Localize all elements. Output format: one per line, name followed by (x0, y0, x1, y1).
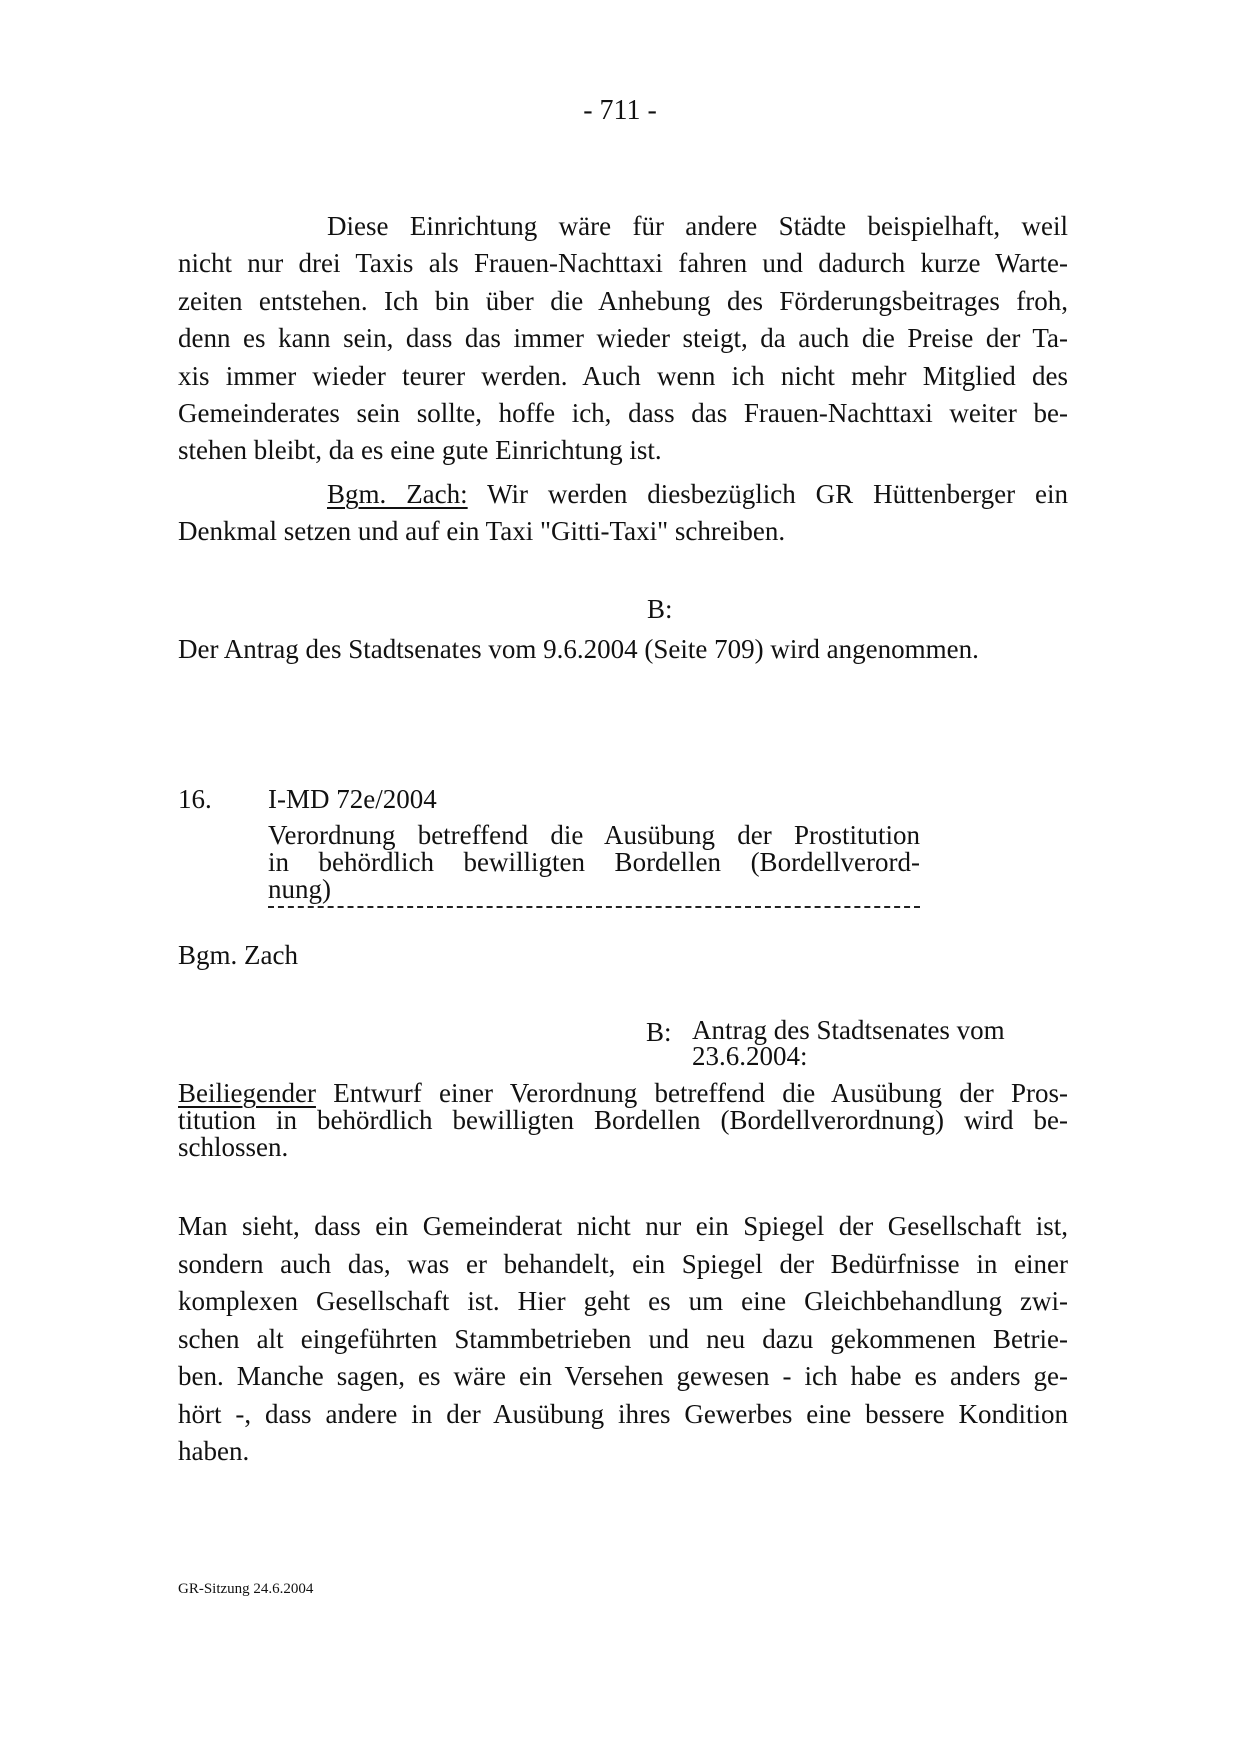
resolution-2-title (692, 1017, 1052, 1069)
text-line: xis immer wieder teurer werden. Auch wenn ich nicht mehr Mitglied des (178, 360, 1068, 391)
text-line: ben. Manche sagen, es wäre ein Versehen gewesen - ich habe es anders ge- (178, 1361, 1068, 1391)
resolution-2-text (178, 1080, 1068, 1161)
text-line: Diese Einrichtung wäre für andere Städte beispielhaft, weil (327, 211, 1068, 241)
text-line: denn es kann sein, dass das immer wieder steigt, da auch die Preise der Ta- (178, 323, 1068, 354)
paragraph-3 (178, 1208, 1068, 1471)
text-line (178, 1080, 1068, 1107)
text-line: komplexen Gesellschaft ist. Hier geht es um eine Gleichbehandlung zwi- (178, 1286, 1068, 1316)
text-line: Gemeinderates sein sollte, hoffe ich, dass das Frauen-Nachttaxi weiter be- (178, 397, 1068, 428)
resolution-2-label: B: (646, 1017, 672, 1047)
agenda-item-title (268, 822, 920, 903)
resolution-1-label: B: (647, 594, 673, 624)
text-line: Man sieht, dass ein Gemeinderat nicht nur ein Spiegel der Gesellschaft ist, (178, 1211, 1068, 1241)
title-line: Antrag des Stadtsenates vom (692, 1015, 1005, 1045)
agenda-item-number: 16. (178, 784, 212, 814)
title-line: in behördlich bewilligten Bordellen (Bordellverord- (268, 847, 920, 877)
paragraph-2 (178, 476, 1068, 550)
text-line: titution in behördlich bewilligten Bordellen (Bordellverordnung) wird be- (178, 1105, 1068, 1135)
title-line: nung) (268, 874, 331, 904)
page-number: - 711 - (583, 95, 657, 126)
text-line: nicht nur drei Taxis als Frauen-Nachttaxi fahren und dadurch kurze Warte- (178, 248, 1068, 279)
speaker-line-text: Wir werden diesbezüglich GR Hüttenberger ein (467, 479, 1068, 509)
agenda-item-reference: I-MD 72e/2004 (268, 784, 437, 814)
text-line: schen alt eingeführten Stammbetrieben und neu dazu gekommenen Betrie- (178, 1323, 1068, 1354)
title-line: Verordnung betreffend die Ausübung der Prostitution (268, 820, 920, 850)
paragraph-1 (178, 208, 1068, 470)
dashed-separator (268, 906, 920, 910)
text-line: stehen bleibt, da es eine gute Einrichtung ist. (178, 435, 662, 466)
text-line: haben. (178, 1436, 250, 1466)
speaker-line (178, 476, 1068, 513)
title-line: 23.6.2004: (692, 1041, 808, 1071)
first-word: Beiliegender (178, 1078, 316, 1108)
text-line-rest: Entwurf einer Verordnung betreffend die Ausübung der Pros- (315, 1078, 1068, 1108)
agenda-item-speaker: Bgm. Zach (178, 940, 298, 970)
page-footer: GR-Sitzung 24.6.2004 (178, 1581, 314, 1597)
resolution-1-text: Der Antrag des Stadtsenates vom 9.6.2004 (Seite 709) wird angenommen. (178, 634, 979, 664)
text-line: schlossen. (178, 1132, 289, 1162)
text-line: sondern auch das, was er behandelt, ein Spiegel der Bedürfnisse in einer (178, 1248, 1068, 1279)
text-line: zeiten entstehen. Ich bin über die Anhebung des Förderungsbeitrages froh, (178, 285, 1068, 316)
text-line: Denkmal setzen und auf ein Taxi "Gitti-Taxi" schreiben. (178, 516, 786, 546)
speaker-name: Bgm. Zach: (327, 479, 468, 509)
text-line: hört -, dass andere in der Ausübung ihres Gewerbes eine bessere Kondition (178, 1398, 1068, 1429)
